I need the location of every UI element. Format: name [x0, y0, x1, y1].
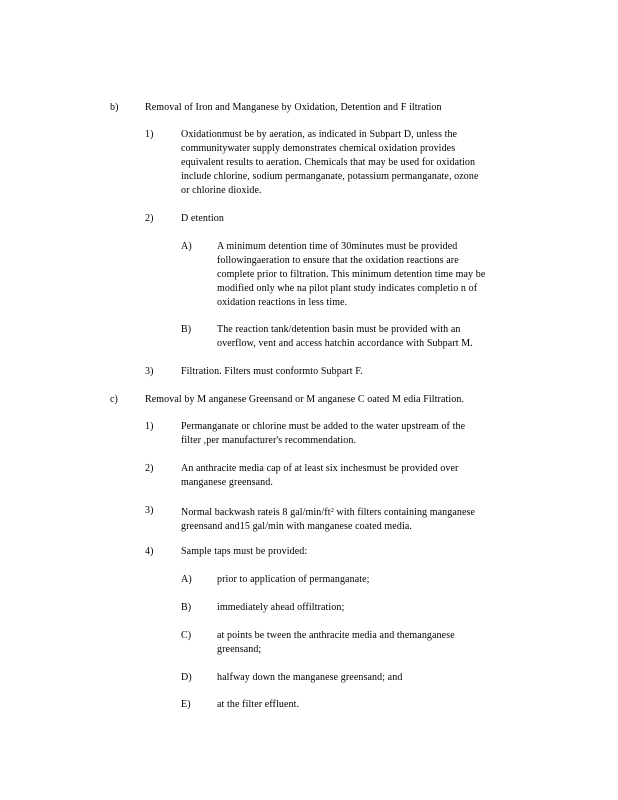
- subitem-letter: A): [181, 241, 192, 252]
- item-number: 1): [145, 129, 154, 140]
- paragraph-filtration: Filtration. Filters must conformto Subpart F.: [181, 366, 363, 377]
- item-number: 1): [145, 421, 154, 432]
- section-c-title: Removal by M anganese Greensand or M anganese C oated M edia Filtration.: [145, 394, 465, 405]
- sample-tap-item: immediately ahead offiltration;: [217, 602, 345, 613]
- paragraph-oxidation: Oxidationmust be by aeration, as indicated in Subpart D, unless the communitywater supply demonstrates chemical oxidation provides equivalent results to aeration. Chemicals that may be used for oxidation include chlorine, sodium permanganate, potassium permanganate, ozone or chlorine dioxide.: [181, 129, 479, 196]
- item-number: 4): [145, 546, 154, 557]
- section-b-label: b): [110, 102, 119, 113]
- sample-tap-item: at points be tween the anthracite media and themanganese greensand;: [217, 630, 455, 655]
- paragraph-detention-time: A minimum detention time of 30minutes must be provided followingaeration to ensure that the oxidation reactions are complete prior to filtration. This minimum detention time may be modified only whe na pilot plant study indicates completio n of oxidation reactions in less time.: [217, 241, 486, 308]
- section-c-label: c): [110, 394, 118, 405]
- subitem-letter: A): [181, 574, 192, 585]
- subitem-letter: C): [181, 630, 192, 641]
- paragraph-permanganate: Permanganate or chlorine must be added to the water upstream of the filter ,per manufacturer's recommendation.: [181, 421, 466, 446]
- sample-tap-item: halfway down the manganese greensand; and: [217, 672, 403, 683]
- paragraph-anthracite-cap: An anthracite media cap of at least six inchesmust be provided over manganese greensand.: [181, 463, 459, 488]
- item-number: 2): [145, 463, 154, 474]
- item-number: 3): [145, 366, 154, 377]
- sample-tap-item: at the filter effluent.: [217, 699, 300, 710]
- item-number: 2): [145, 213, 154, 224]
- heading-detention: D etention: [181, 213, 224, 224]
- subitem-letter: B): [181, 602, 192, 613]
- backwash-text-cont: with filters containing manganese: [336, 507, 476, 518]
- subitem-letter: E): [181, 699, 191, 710]
- section-b-title: Removal of Iron and Manganese by Oxidation, Detention and F iltration: [145, 102, 442, 113]
- item-number: 3): [145, 505, 154, 516]
- sample-tap-item: prior to application of permanganate;: [217, 574, 370, 585]
- superscript-2: 2: [330, 507, 334, 514]
- paragraph-sample-taps: Sample taps must be provided:: [181, 546, 308, 557]
- subitem-letter: B): [181, 324, 192, 335]
- paragraph-reaction-tank: The reaction tank/detention basin must be provided with an overflow, vent and access hatchin accordance with Subpart M.: [217, 324, 473, 349]
- subitem-letter: D): [181, 672, 192, 683]
- paragraph-backwash-rate: Normal backwash rateis 8 gal/$\min/ft^2$ with filters containing manganese greensand and15 gal/min with manganese coated media.: [181, 507, 476, 532]
- backwash-text: Normal backwash rateis 8 gal/min/ft: [181, 507, 331, 518]
